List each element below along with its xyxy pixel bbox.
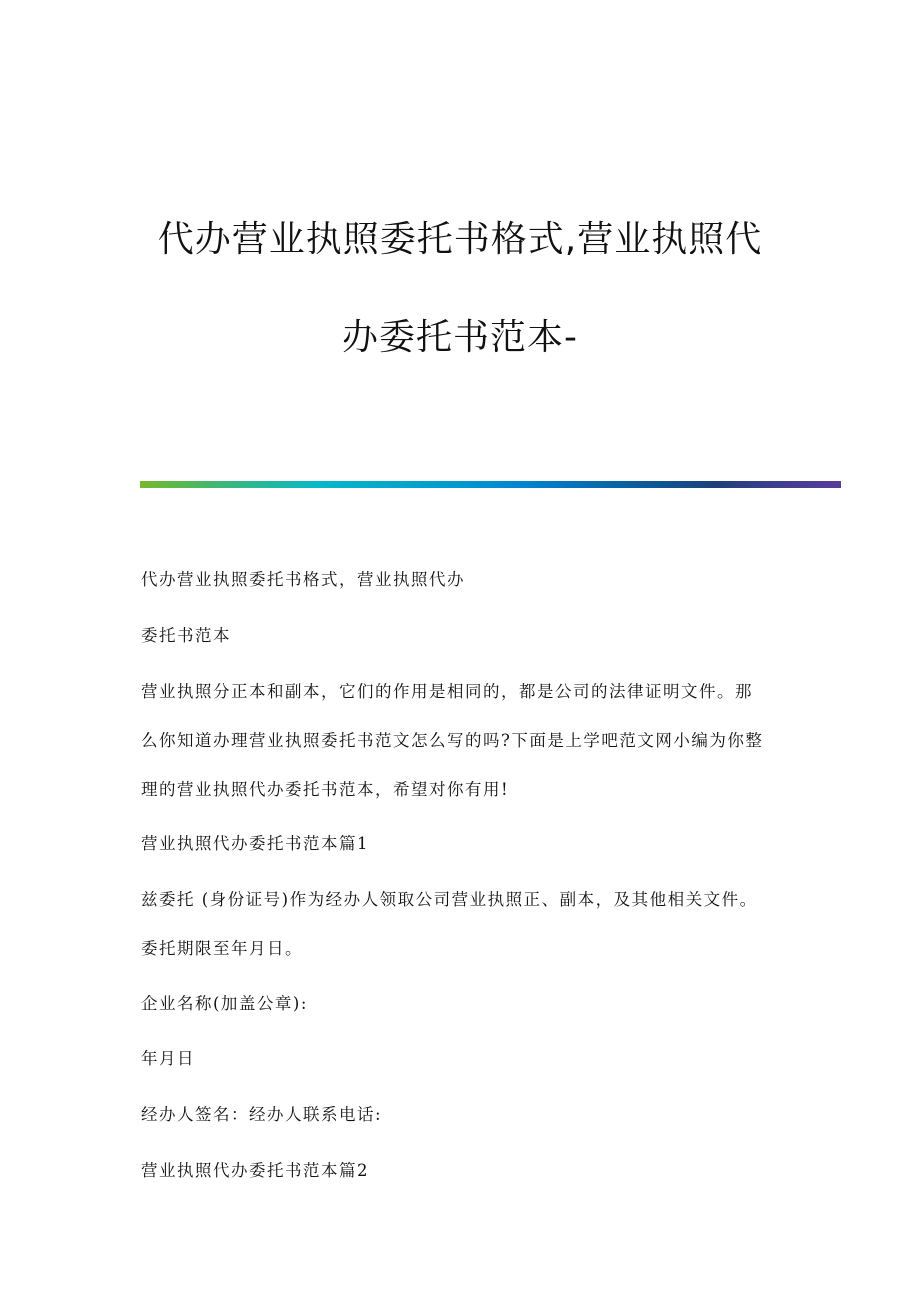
title-divider-gradient-bar	[140, 481, 841, 488]
body-line-subtitle-1: 代办营业执照委托书格式，营业执照代办	[141, 570, 465, 589]
section-heading-2: 营业执照代办委托书范本篇2	[141, 1161, 369, 1180]
body-line-term: 委托期限至年月日。	[141, 939, 303, 958]
body-line-company-name: 企业名称(加盖公章):	[141, 994, 308, 1013]
body-line-subtitle-2: 委托书范本	[141, 626, 231, 645]
section-heading-1: 营业执照代办委托书范本篇1	[141, 834, 369, 853]
document-title-line-1: 代办营业执照委托书格式,营业执照代	[157, 219, 763, 260]
document-title-line-2: 办委托书范本-	[342, 317, 578, 358]
body-line-date: 年月日	[141, 1049, 195, 1068]
body-line-signature: 经办人签名：经办人联系电话:	[141, 1105, 383, 1124]
body-line-intro-2: 么你知道办理营业执照委托书范文怎么写的吗?下面是上学吧范文网小编为你整	[141, 731, 764, 750]
body-line-intro-1: 营业执照分正本和副本，它们的作用是相同的，都是公司的法律证明文件。那	[141, 682, 753, 701]
body-line-authorization: 兹委托 (身份证号)作为经办人领取公司营业执照正、副本，及其他相关文件。	[141, 890, 758, 909]
body-line-intro-3: 理的营业执照代办委托书范本，希望对你有用!	[141, 780, 510, 799]
